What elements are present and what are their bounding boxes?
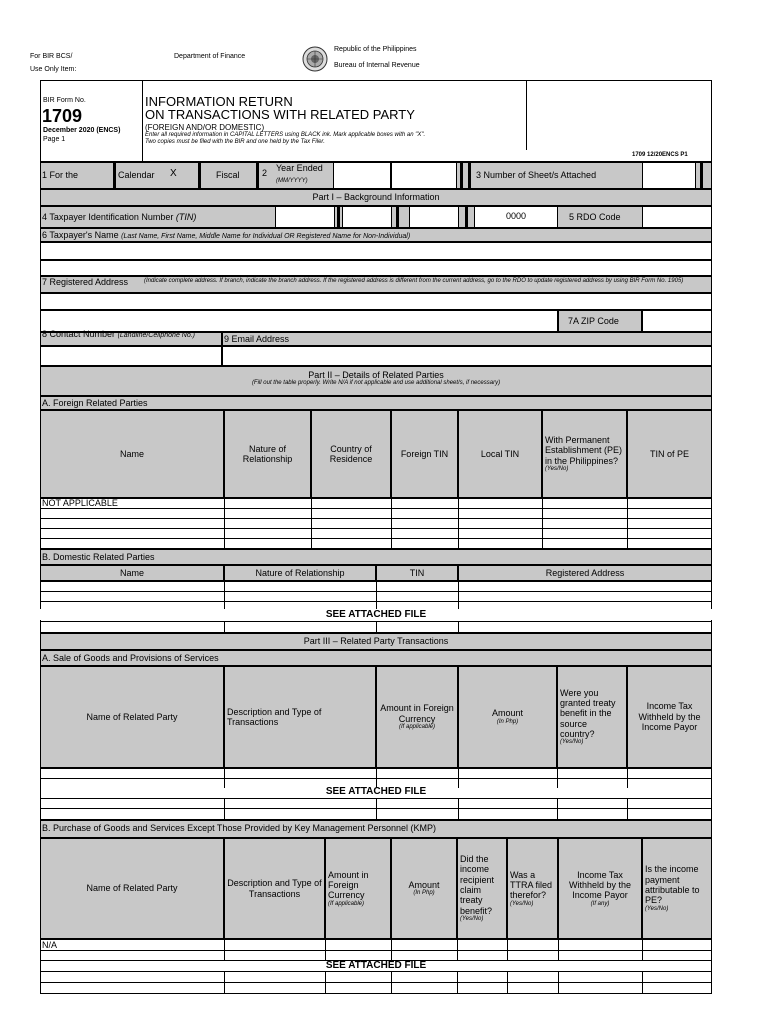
calendar-label[interactable]: Calendar bbox=[118, 170, 155, 180]
see-attached-sales: SEE ATTACHED FILE bbox=[325, 786, 427, 797]
form-title-line1: INFORMATION RETURN bbox=[145, 94, 293, 109]
dom-col-header-name: Name bbox=[40, 565, 224, 581]
foreign-row-1-name[interactable]: NOT APPLICABLE bbox=[42, 498, 118, 508]
col-header-pe: With Permanent Establishment (PE) in the Philippines? (Yes/No) bbox=[542, 410, 627, 498]
purchase-col-claim: Did the income recipient claim treaty benefit? (Yes/No) bbox=[457, 838, 507, 939]
sales-col-desc: Description and Type of Transactions bbox=[224, 666, 376, 768]
sales-col-name: Name of Related Party bbox=[40, 666, 224, 768]
form-page: Page 1 bbox=[43, 136, 66, 143]
purchase-col-name: Name of Related Party bbox=[40, 838, 224, 939]
domestic-section-title: B. Domestic Related Parties bbox=[42, 552, 155, 562]
purchase-col-tax: Income Tax Withheld by the Income Payor (If any) bbox=[558, 838, 642, 939]
col-header-nature: Nature of Relationship bbox=[224, 410, 311, 498]
sales-col-amount: Amount (In Php) bbox=[458, 666, 557, 768]
tin-label: 4 Taxpayer Identification Number (TIN) bbox=[42, 212, 197, 222]
taxpayer-name-field[interactable] bbox=[40, 242, 712, 260]
taxpayer-name-field-2[interactable] bbox=[40, 260, 712, 276]
rdo-code-label: 5 RDO Code bbox=[569, 212, 621, 222]
year-ended-label: Year Ended bbox=[276, 163, 323, 173]
dom-col-header-nature: Nature of Relationship bbox=[224, 565, 376, 581]
part1-title: Part I – Background Information bbox=[312, 192, 440, 202]
part2-title: Part II – Details of Related Parties bbox=[308, 370, 444, 380]
form-code: 1709 12/20ENCS P1 bbox=[632, 152, 688, 158]
foreign-table-body bbox=[40, 498, 712, 549]
purchase-col-desc: Description and Type of Transactions bbox=[224, 838, 325, 939]
department-label: Department of Finance bbox=[174, 53, 246, 60]
sheets-attached-field[interactable] bbox=[642, 162, 696, 189]
part2-note: (Fill out the table properly. Write N/A if not applicable and use additional sheet/s, if necessary) bbox=[251, 380, 501, 386]
purchase-col-foreign: Amount in Foreign Currency (If applicable) bbox=[325, 838, 391, 939]
registered-address-label: 7 Registered Address bbox=[42, 277, 129, 287]
form-title-line2: ON TRANSACTIONS WITH RELATED PARTY bbox=[145, 107, 415, 122]
form-number: 1709 bbox=[42, 106, 83, 126]
col-header-foreign-tin: Foreign TIN bbox=[391, 410, 458, 498]
col-header-country: Country of Residence bbox=[311, 410, 391, 498]
year-year-field[interactable] bbox=[391, 162, 457, 189]
calendar-checkbox[interactable]: X bbox=[170, 168, 177, 179]
registered-address-note: (Indicate complete address. If branch, indicate the branch address. If the registered address is different from the current address, go to the RDO to update registered address by using BIR Form No. 1905) bbox=[144, 278, 684, 284]
purchase-section-title: B. Purchase of Goods and Services Except Those Provided by Key Management Personnel (KMP) bbox=[42, 823, 437, 833]
bir-seal-icon bbox=[302, 46, 328, 72]
tin-field-1[interactable] bbox=[275, 206, 335, 228]
use-only-label: Use Only Item: bbox=[30, 66, 77, 73]
purchase-col-ttra: Was a TTRA filed therefor? (Yes/No) bbox=[507, 838, 558, 939]
see-attached-purchase: SEE ATTACHED FILE bbox=[325, 960, 427, 971]
contact-number-field[interactable] bbox=[40, 346, 222, 366]
email-label-cell bbox=[222, 332, 712, 346]
item-2-number: 2 bbox=[262, 168, 268, 178]
year-month-field[interactable] bbox=[333, 162, 391, 189]
form-number-label: BIR Form No. bbox=[43, 97, 86, 104]
mmyyyy-note: (MM/YYYY) bbox=[276, 178, 308, 184]
see-attached-domestic: SEE ATTACHED FILE bbox=[40, 609, 712, 620]
republic-label: Republic of the Philippines bbox=[334, 46, 417, 53]
sales-col-treaty: Were you granted treaty benefit in the source country? (Yes/No) bbox=[557, 666, 627, 768]
form-version: December 2020 (ENCS) bbox=[43, 127, 121, 134]
foreign-section-title: A. Foreign Related Parties bbox=[42, 398, 148, 408]
form-subtitle: (FOREIGN AND/OR DOMESTIC) bbox=[145, 123, 265, 132]
taxpayer-name-label: 6 Taxpayer's Name (Last Name, First Name, Middle Name for Individual OR Registered Name for Non-Individual) bbox=[42, 230, 411, 240]
fiscal-label[interactable]: Fiscal bbox=[216, 170, 240, 180]
zip-code-label: 7A ZIP Code bbox=[568, 316, 619, 326]
address-field[interactable] bbox=[40, 293, 712, 310]
for-bir-label: For BIR BCS/ bbox=[30, 53, 73, 60]
col-header-local-tin: Local TIN bbox=[458, 410, 542, 498]
tin-field-2[interactable] bbox=[342, 206, 392, 228]
sales-section-title: A. Sale of Goods and Provisions of Services bbox=[42, 653, 219, 663]
form-instruction-2: Two copies must be filed with the BIR and one held by the Tax Filer. bbox=[145, 139, 325, 145]
for-the-label: 1 For the bbox=[42, 170, 79, 180]
tin-field-3[interactable] bbox=[409, 206, 459, 228]
sheets-attached-label: 3 Number of Sheet/s Attached bbox=[476, 170, 597, 180]
col-header-name: Name bbox=[40, 410, 224, 498]
form-instruction-1: Enter all required information in CAPITAL LETTERS using BLACK ink. Mark applicable boxes with an "X". bbox=[145, 132, 426, 138]
contact-label: 8 Contact Number (Landline/Cellphone No.) bbox=[42, 329, 195, 339]
part3-title: Part III – Related Party Transactions bbox=[303, 636, 449, 646]
email-field[interactable] bbox=[222, 346, 712, 366]
col-header-tin-pe: TIN of PE bbox=[627, 410, 712, 498]
zip-code-field[interactable] bbox=[642, 310, 712, 332]
purchase-col-amount: Amount (In Php) bbox=[391, 838, 457, 939]
rdo-code-field[interactable] bbox=[642, 206, 712, 228]
purchase-row-1-name[interactable]: N/A bbox=[42, 940, 58, 950]
purchase-col-pe: Is the income payment attributable to PE? (Yes/No) bbox=[642, 838, 712, 939]
tin-branch-value: 0000 bbox=[506, 211, 527, 221]
bureau-label: Bureau of Internal Revenue bbox=[334, 62, 420, 69]
dom-col-header-address: Registered Address bbox=[458, 565, 712, 581]
dom-col-header-tin: TIN bbox=[376, 565, 458, 581]
sales-col-foreign: Amount in Foreign Currency (If applicable) bbox=[376, 666, 458, 768]
email-label: 9 Email Address bbox=[224, 334, 290, 344]
sales-col-tax: Income Tax Withheld by the Income Payor bbox=[627, 666, 712, 768]
